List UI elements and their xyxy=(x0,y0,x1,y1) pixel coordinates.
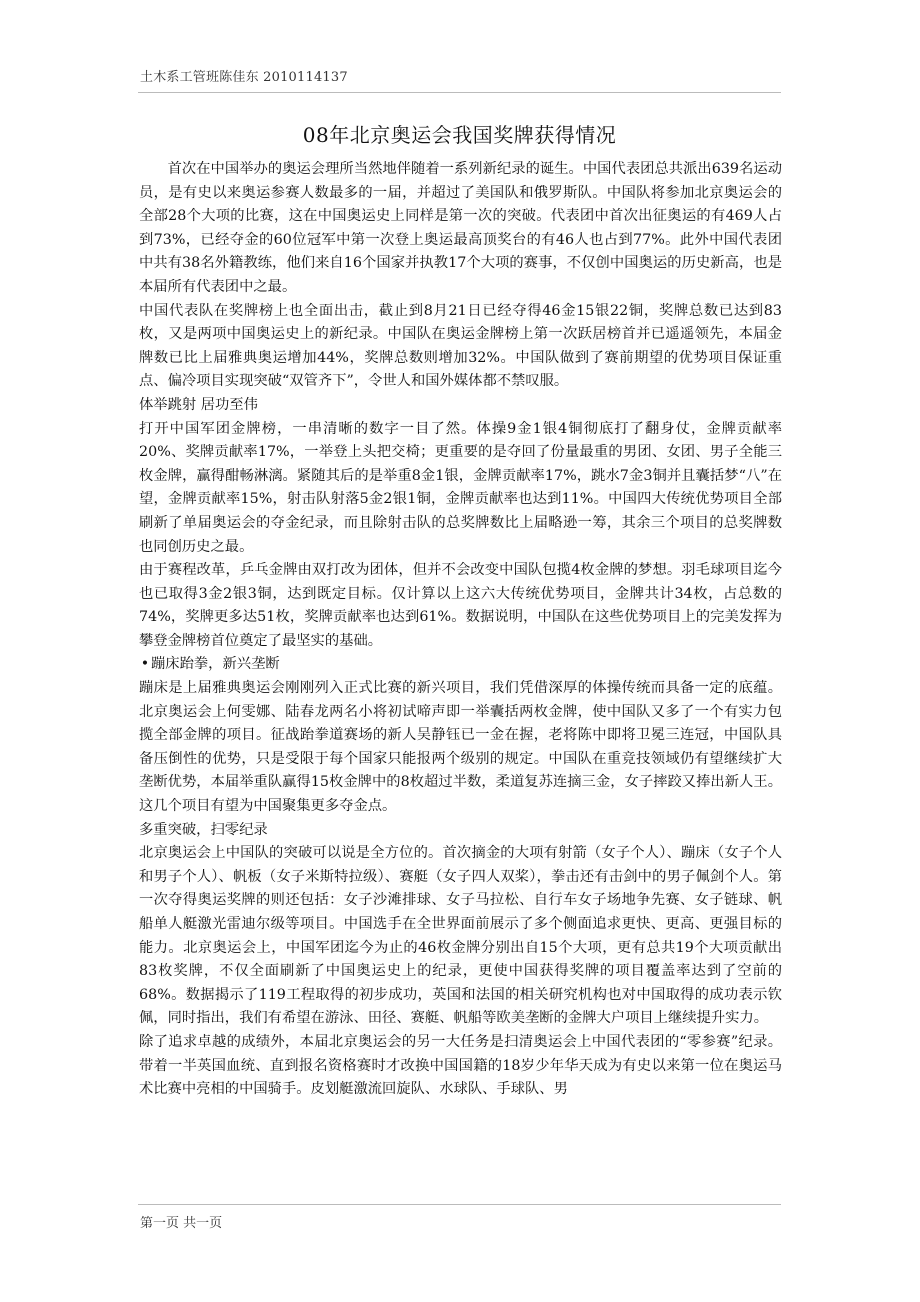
section-heading-emerging xyxy=(139,653,782,677)
paragraph-gold-list: 打开中国军团金牌榜，一串清晰的数字一目了然。体操9金1银4铜彻底打了翻身仗，金牌贡献率20%、奖牌贡献率17%，一举登上头把交椅；更重要的是夺回了份量最重的男团、女团、男子全能三枚金牌，赢得酣畅淋漓。紧随其后的是举重8金1银，金牌贡献率17%，跳水7金3铜并且囊括梦“八”在望，金牌贡献率15%，射击队射落5金2银1铜，金牌贡献率也达到11%。中国四大传统优势项目全部刷新了单届奥运会的夺金纪录，而且除射击队的总奖牌数比上届略逊一筹，其余三个项目的总奖牌数也同创历史之最。 xyxy=(139,420,782,555)
section-heading-emerging-text: 蹦床跆拳，新兴垄断 xyxy=(151,656,280,673)
page-header: 土木系工管班陈佳东 2010114137 xyxy=(140,70,348,85)
page-footer: 第一页 共一页 xyxy=(140,1216,223,1231)
paragraph-medal-count: 中国代表队在奖牌榜上也全面出击，截止到8月21日已经夺得46金15银22铜，奖牌总数已达到83枚，又是两项中国奥运史上的新纪录。中国队在奥运金牌榜上第一次跃居榜首并已遥遥领先，本届金牌数已比上届雅典奥运增加44%，奖牌总数则增加32%。中国队做到了赛前期望的优势项目保证重点、偏冷项目实现突破“双管齐下”，令世人和国外媒体都不禁叹服。 xyxy=(139,302,782,390)
section-heading-breakthrough: 多重突破，扫零纪录 xyxy=(139,821,268,838)
page-title: 08年北京奥运会我国奖牌获得情况 xyxy=(302,123,617,147)
paragraph-breakthrough: 北京奥运会上中国队的突破可以说是全方位的。首次摘金的大项有射箭（女子个人）、蹦床（女子个人和男子个人）、帆板（女子米斯特拉级）、赛艇（女子四人双桨），拳击还有击剑中的男子佩剑个人。第一次夺得奥运奖牌的则还包括：女子沙滩排球、女子马拉松、自行车女子场地争先赛、女子链球、帆船单人艇激光雷迪尔级等项目。中国选手在全世界面前展示了多个侧面追求更快、更高、更强目标的能力。北京奥运会上，中国军团迄今为止的46枚金牌分别出自15个大项，更有总共19个大项贡献出83枚奖牌，不仅全面刷新了中国奥运史上的纪录，更使中国获得奖牌的项目覆盖率达到了空前的68%。数据揭示了119工程取得的初步成功，英国和法国的相关研究机构也对中国取得的成功表示钦佩，同时指出，我们有希望在游泳、田径、赛艇、帆船等欧美垄断的金牌大户项目上继续提升实力。 xyxy=(139,845,782,1027)
footer-divider xyxy=(138,1204,781,1205)
section-heading-traditional: 体举跳射 居功至伟 xyxy=(139,396,258,413)
bullet-icon: • xyxy=(140,656,150,673)
paragraph-six-sports: 由于赛程改革，乒乓金牌由双打改为团体，但并不会改变中国队包揽4枚金牌的梦想。羽毛球项目迄今也已取得3金2银3铜，达到既定目标。仅计算以上这六大传统优势项目，金牌共计34枚，占总数的74%，奖牌更多达51枚，奖牌贡献率也达到61%。数据说明，中国队在这些优势项目上的完美发挥为攀登金牌榜首位奠定了最坚实的基础。 xyxy=(139,562,782,649)
header-divider xyxy=(138,92,781,93)
paragraph-trampoline: 蹦床是上届雅典奥运会刚刚列入正式比赛的新兴项目，我们凭借深厚的体操传统而具备一定的底蕴。北京奥运会上何雯娜、陆春龙两名小将初试啼声即一举囊括两枚金牌，使中国队又多了一个有实力包揽全部金牌的项目。征战跆拳道赛场的新人吴静钰已一金在握，老将陈中即将卫冕三连冠，中国队具备压倒性的优势，只是受限于每个国家只能报两个级别的规定。中国队在重竞技领域仍有望继续扩大垄断优势，本届举重队赢得15枚金牌中的8枚超过半数，柔道复苏连摘三金，女子摔跤又捧出新人王。这几个项目有望为中国聚集更多夺金点。 xyxy=(139,680,782,815)
article-body xyxy=(139,158,782,1102)
paragraph-intro: 首次在中国举办的奥运会理所当然地伴随着一系列新纪录的诞生。中国代表团总共派出639名运动员，是有史以来奥运参赛人数最多的一届，并超过了美国队和俄罗斯队。中国队将参加北京奥运会的全部28个大项的比赛，这在中国奥运史上同样是第一次的突破。代表团中首次出征奥运的有469人占到73%，已经夺金的60位冠军中第一次登上奥运最高顶奖台的有46人也占到77%。此外中国代表团中共有38名外籍教练，他们来自16个国家并执教17个大项的赛事，不仅创中国奥运的历史新高，也是本届所有代表团中之最。 xyxy=(139,161,782,295)
paragraph-zero-record: 除了追求卓越的成绩外，本届北京奥运会的另一大任务是扫清奥运会上中国代表团的“零参赛”纪录。带着一半英国血统、直到报名资格赛时才改换中国国籍的18岁少年华天成为有史以来第一位在奥运马术比赛中亮相的中国骑手。皮划艇激流回旋队、水球队、手球队、男 xyxy=(139,1033,782,1098)
